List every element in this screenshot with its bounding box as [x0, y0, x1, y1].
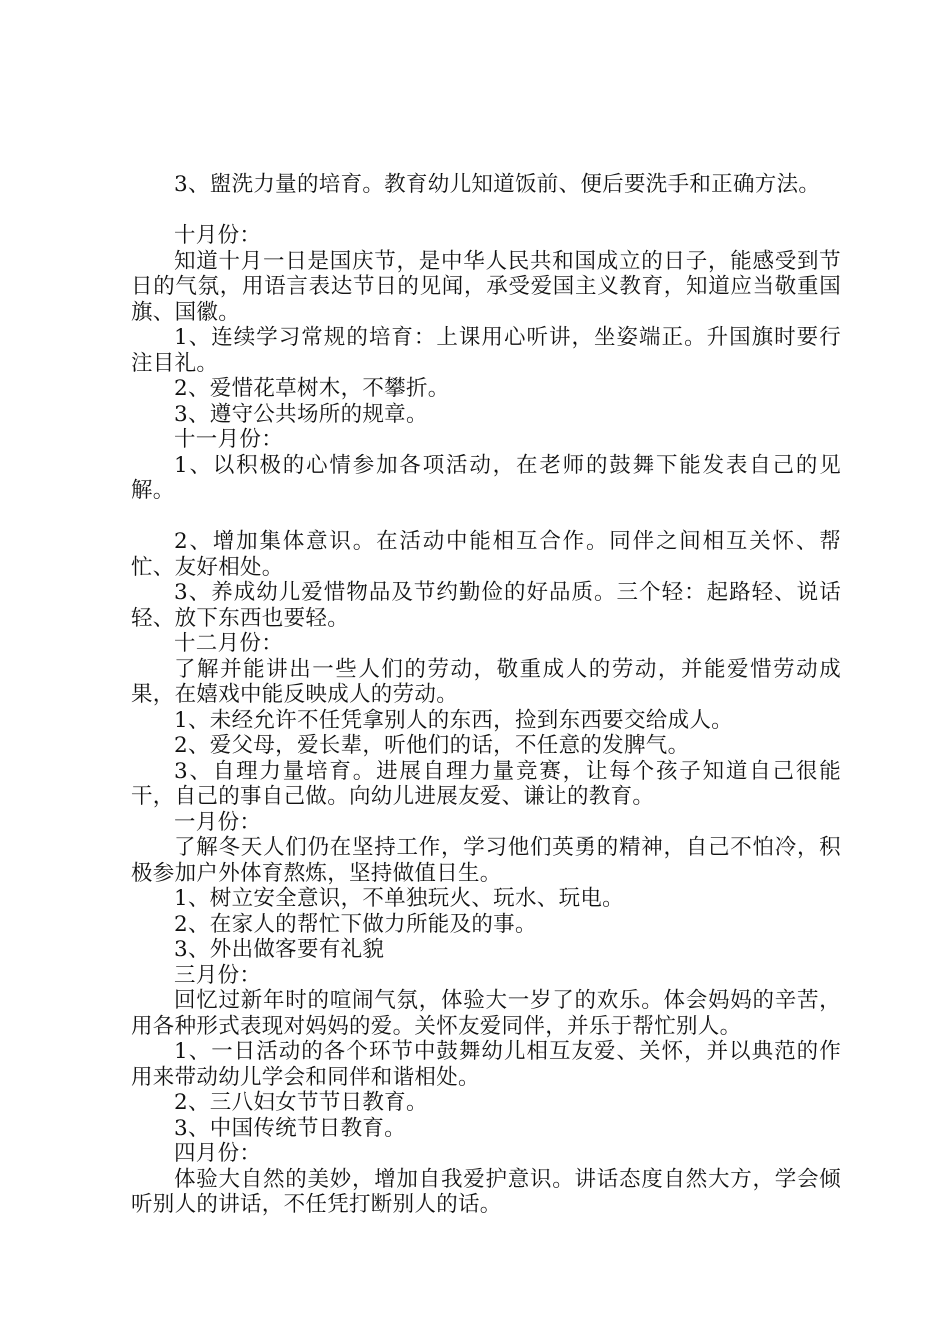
- list-item-october-3: 3、遵守公共场所的规章。: [174, 401, 428, 427]
- paragraph-january-intro: 了解冬天人们仍在坚持工作，学习他们英勇的精神，自己不怕冷，积极参加户外体育熬炼，坚持做值日生。: [131, 835, 841, 886]
- heading-march: 三月份：: [174, 962, 262, 988]
- paragraph-hygiene: 3、盥洗力量的培育。教育幼儿知道饭前、便后要洗手和正确方法。: [174, 172, 821, 197]
- document-body: [131, 172, 841, 1218]
- list-item-december-3: 3、自理力量培育。进展自理力量竞赛，让每个孩子知道自己很能干，自己的事自己做。向幼儿进展友爱、谦让的教育。: [131, 758, 841, 809]
- list-item-november-2: 2、增加集体意识。在活动中能相互合作。同伴之间相互关怀、帮忙、友好相处。: [131, 529, 841, 580]
- heading-april: 四月份：: [174, 1141, 262, 1166]
- paragraph-april-intro: 体验大自然的美妙，增加自我爱护意识。讲话态度自然大方，学会倾听别人的讲话，不任凭打断别人的话。: [131, 1166, 841, 1217]
- list-item-december-1: 1、未经允许不任凭拿别人的东西，捡到东西要交给成人。: [174, 707, 733, 733]
- list-item-march-2: 2、三八妇女节节日教育。: [174, 1090, 428, 1115]
- paragraph-december-intro: 了解并能讲出一些人们的劳动，敬重成人的劳动，并能爱惜劳动成果，在嬉戏中能反映成人的劳动。: [131, 656, 841, 707]
- list-item-january-1: 1、树立安全意识，不单独玩火、玩水、玩电。: [174, 886, 624, 911]
- list-item-march-1: 1、一日活动的各个环节中鼓舞幼儿相互友爱、关怀，并以典范的作用来带动幼儿学会和同伴和谐相处。: [131, 1039, 841, 1090]
- list-item-november-1: 1、以积极的心情参加各项活动，在老师的鼓舞下能发表自己的见解。: [131, 452, 841, 503]
- list-item-january-2: 2、在家人的帮忙下做力所能及的事。: [174, 911, 537, 937]
- list-item-march-3: 3、中国传统节日教育。: [174, 1115, 406, 1141]
- paragraph-october-intro: 知道十月一日是国庆节，是中华人民共和国成立的日子，能感受到节日的气氛，用语言表达节日的见闻，承受爱国主义教育，知道应当敬重国旗、国徽。: [131, 248, 841, 325]
- heading-january: 一月份：: [174, 809, 262, 835]
- list-item-december-2: 2、爱父母，爱长辈，听他们的话，不任意的发脾气。: [174, 733, 690, 758]
- list-item-november-3: 3、养成幼儿爱惜物品及节约勤俭的好品质。三个轻：起路轻、说话轻、放下东西也要轻。: [131, 580, 841, 631]
- list-item-october-1: 1、连续学习常规的培育：上课用心听讲，坐姿端正。升国旗时要行注目礼。: [131, 325, 841, 376]
- list-item-october-2: 2、爱惜花草树木，不攀折。: [174, 376, 450, 401]
- heading-december: 十二月份：: [174, 631, 284, 656]
- heading-october: 十月份：: [174, 223, 262, 248]
- heading-november: 十一月份：: [174, 427, 284, 452]
- list-item-january-3: 3、外出做客要有礼貌: [174, 937, 385, 962]
- paragraph-march-intro: 回忆过新年时的喧闹气氛，体验大一岁了的欢乐。体会妈妈的辛苦，用各种形式表现对妈妈的爱。关怀友爱同伴，并乐于帮忙别人。: [131, 988, 841, 1039]
